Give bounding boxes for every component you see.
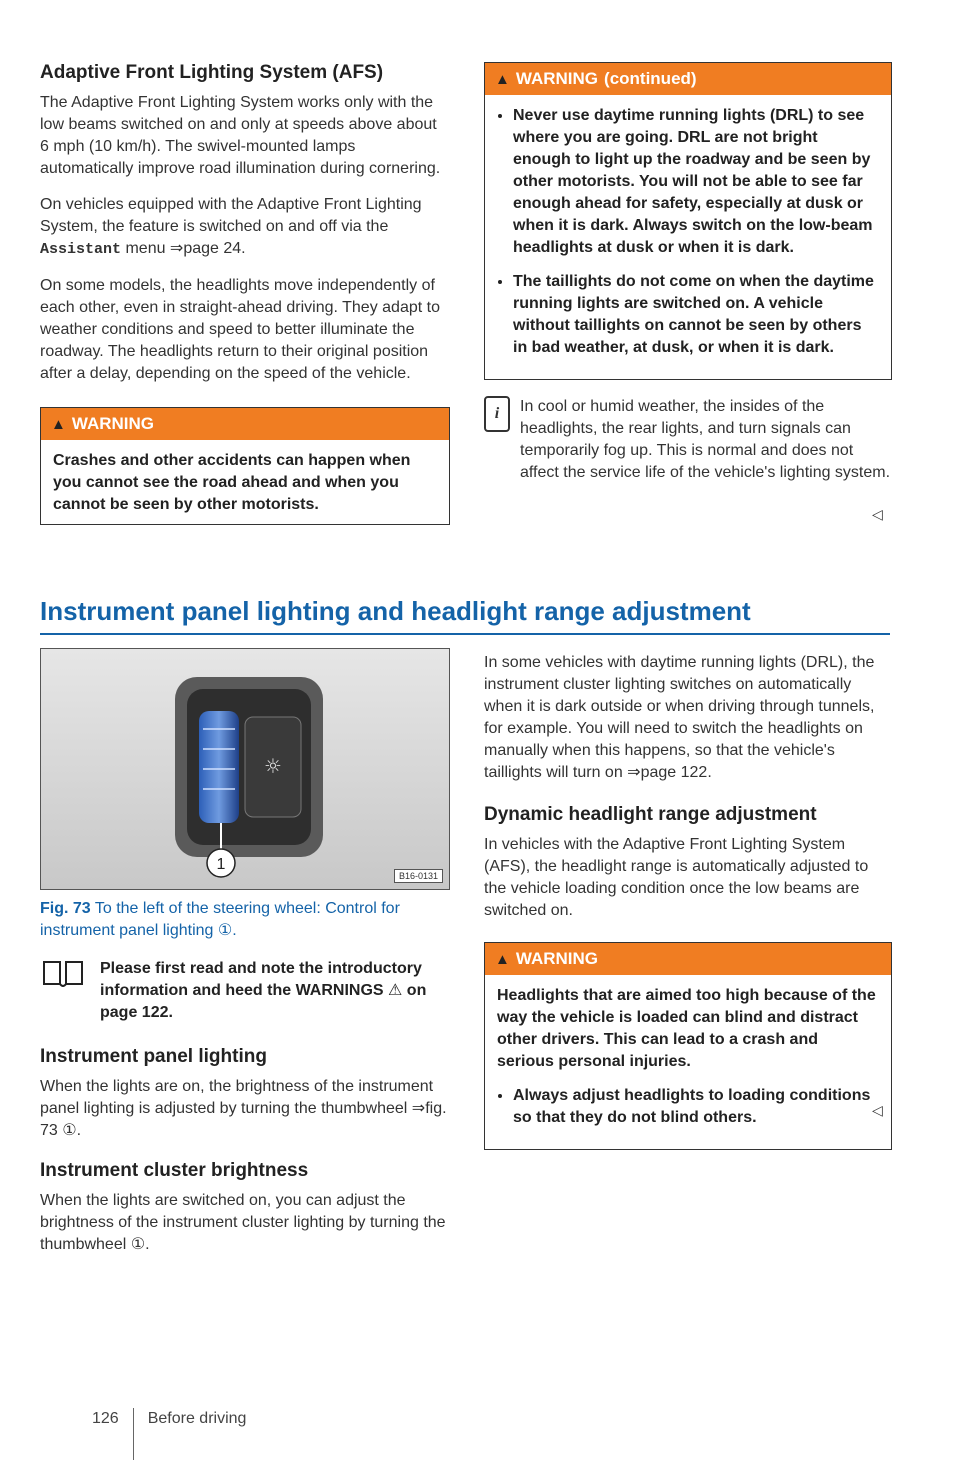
warning-continued-label: (continued) [604,69,697,88]
afs-section [40,62,450,525]
drl-section [484,652,892,1150]
intro-note-text: Please first read and note the introductory information and heed the WARNINGS ⚠ on page 122. [100,960,427,1021]
svg-text:☼: ☼ [264,754,282,778]
assistant-menu-label: Assistant [40,241,122,258]
footer-section: Before driving [147,1410,247,1427]
afs-paragraph-1: The Adaptive Front Lighting System works only with the low beams switched on and only at speeds above about 6 mph (10 km/h). The swivel-mounted lamps automatically improve road illumination during cornering. [40,94,441,177]
afs-paragraph-2 [40,194,450,261]
info-note-text: In cool or humid weather, the insides of the headlights, the rear lights, and turn signals can temporarily fog up. This is normal and does not affect the service life of the vehicle's lighting system. [520,398,891,481]
panel-lighting-heading: Instrument panel lighting [40,1046,267,1067]
warning-continued-body [485,95,891,379]
footer-divider [133,1408,134,1460]
warning-item-drl: • Never use daytime running lights (DRL) to see where you are going. DRL are not bright enough to light up the roadway and be seen by other motorists. You will not be able to see far enough ahead for safety, especially at dusk or when it is dark. Always switch on the low-beam headlights at dusk or when it is dark. [513,105,879,259]
figure-label: Fig. 73 [40,900,91,917]
warning-title: WARNING [515,949,599,968]
warning-header [485,943,891,975]
warning-box-continued [484,62,892,380]
thumbwheel-illustration [41,649,449,889]
panel-lighting-text: When the lights are on, the brightness of the instrument panel lighting is adjusted by turning the thumbwheel ⇒fig. 73 ①. [40,1078,447,1139]
panel-lighting-section [40,1046,450,1270]
afs-heading: Adaptive Front Lighting System (AFS) [40,62,384,83]
warning-item-taillights: • The taillights do not come on when the daytime running lights are switched on. A vehicle without taillights on cannot be seen by others in bad weather, at dusk, or when it is dark. [513,271,879,359]
warning-body: Crashes and other accidents can happen when you cannot see the road ahead and when you cannot be seen by other motorists. [53,452,411,513]
intro-note [40,958,450,1024]
warning-triangle-icon: ▲ [495,70,510,88]
end-mark-icon: ◁ [872,1102,883,1118]
callout-1: 1 [216,856,226,873]
warning-continued-header [485,63,891,95]
afs-paragraph-3: On some models, the headlights move independently of each other, even in straight-ahead driving. They adapt to weather conditions and speed to better illuminate the roadway. The headlights return to their original position after a delay, depending on the speed of the vehicle. [40,277,440,382]
warning-headlight-body [485,975,891,1149]
book-icon [40,958,90,988]
warning-title: WARNING [71,414,155,433]
section-title: Instrument panel lighting and headlight range adjustment [40,596,890,635]
dynamic-heading: Dynamic headlight range adjustment [484,804,817,825]
info-icon: i [484,396,510,432]
warning-triangle-icon: ▲ [51,415,66,433]
cluster-brightness-heading: Instrument cluster brightness [40,1160,309,1181]
figure-caption [40,898,450,942]
warning-box-crashes [40,407,450,525]
dynamic-text: In vehicles with the Adaptive Front Lighting System (AFS), the headlight range is automatically adjusted to the vehicle loading condition once the low beams are switched on. [484,836,869,919]
page-footer [40,1378,246,1460]
drl-text: In some vehicles with daytime running lights (DRL), the instrument cluster lighting switches on automatically when it is dark outside or when driving through tunnels, for example. You will need to switch the headlights on manually when this happens, so that the vehicle's taillights will turn on ⇒page 122. [484,654,875,781]
figure-73 [40,648,450,890]
warning-continued-column [484,62,892,484]
end-mark-icon: ◁ [872,506,883,522]
warning-triangle-icon: ▲ [495,950,510,968]
cluster-brightness-text: When the lights are switched on, you can adjust the brightness of the instrument cluster lighting by turning the thumbwheel ①. [40,1192,446,1253]
warning-headlight-text: Headlights that are aimed too high because of the way the vehicle is loaded can blind and distract other drivers. This can lead to a crash and serious personal injuries. [497,987,876,1070]
afs-p2-end: menu ⇒page 24. [121,240,246,257]
figure-code: B16-0131 [394,869,443,883]
warning-title: WARNING [515,69,599,88]
warning-box-headlight-aim [484,942,892,1150]
warning-item-adjust: • Always adjust headlights to loading conditions so that they do not blind others. [513,1085,879,1129]
page-number: 126 [92,1410,119,1427]
afs-p2-start: On vehicles equipped with the Adaptive Front Lighting System, the feature is switched on and off via the [40,196,422,235]
info-note [484,396,892,484]
figure-caption-text: To the left of the steering wheel: Control for instrument panel lighting ①. [40,900,400,939]
warning-header [41,408,449,440]
